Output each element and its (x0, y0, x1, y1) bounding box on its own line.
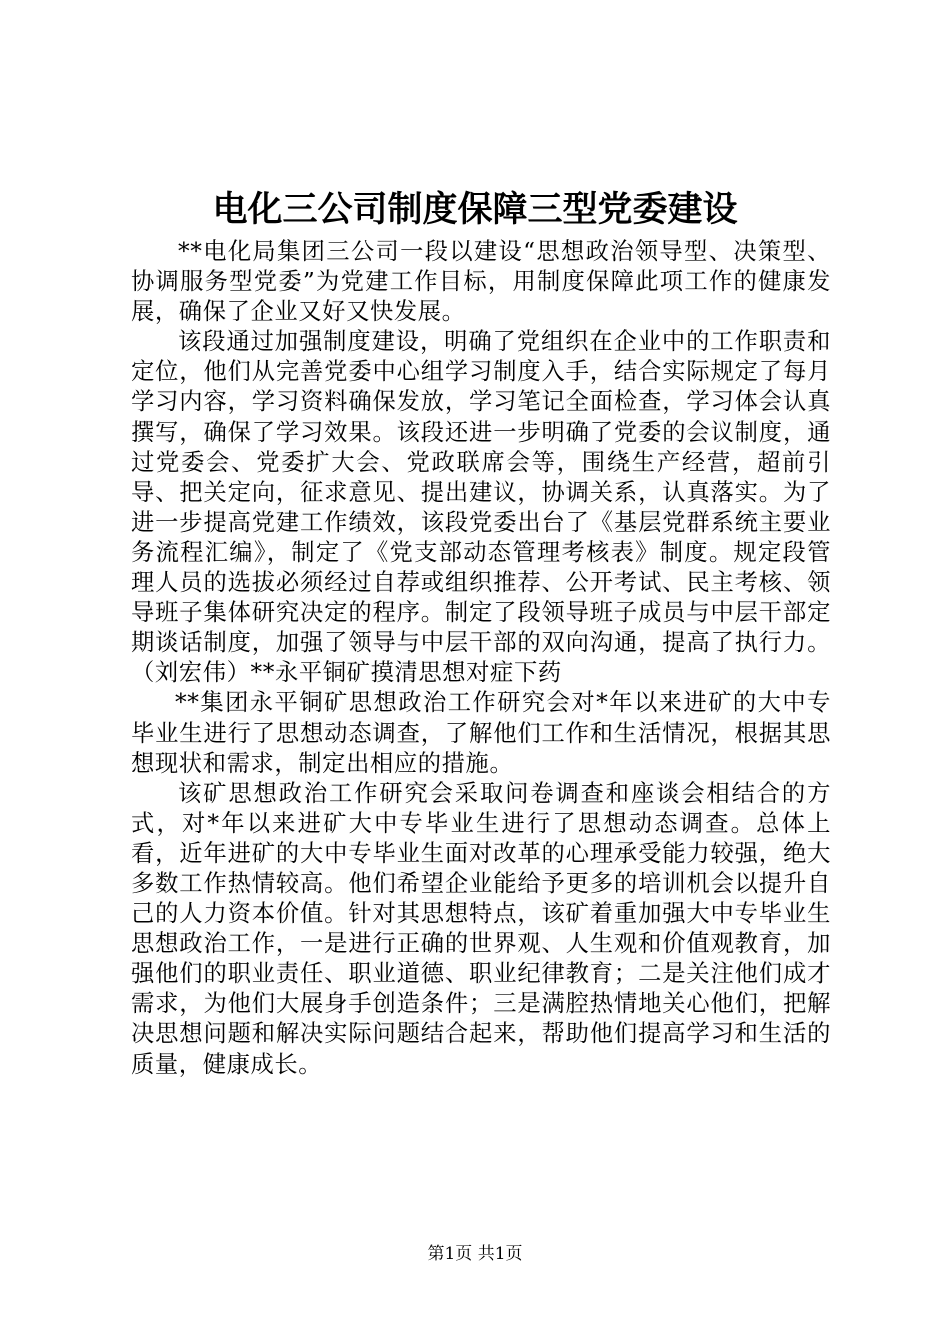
paragraph-intro: **电化局集团三公司一段以建设“思想政治领导型、决策型、协调服务型党委”为党建工作目标，用制度保障此项工作的健康发展，确保了企业又好又快发展。 (131, 238, 831, 326)
document-body (131, 237, 831, 1080)
paragraph-copper-mine-intro: **集团永平铜矿思想政治工作研究会对*年以来进矿的大中专毕业生进行了思想动态调查，了解他们工作和生活情况，根据其思想现状和需求，制定出相应的措施。 (131, 689, 831, 777)
paragraph-copper-mine-survey: 该矿思想政治工作研究会采取问卷调查和座谈会相结合的方式，对*年以来进矿大中专毕业生进行了思想动态调查。总体上看，近年进矿的大中专毕业生面对改革的心理承受能力较强，绝大多数工作热情较高。他们希望企业能给予更多的培训机会以提升自己的人力资本价值。针对其思想特点，该矿着重加强大中专毕业生思想政治工作，一是进行正确的世界观、人生观和价值观教育，加强他们的职业责任、职业道德、职业纪律教育；二是关注他们成才需求，为他们大展身手创造条件；三是满腔热情地关心他们，把解决思想问题和解决实际问题结合起来，帮助他们提高学习和生活的质量，健康成长。 (131, 779, 831, 1078)
page-footer: 第1页 共1页 (427, 1244, 523, 1264)
page-title: 电化三公司制度保障三型党委建设 (212, 190, 738, 230)
paragraph-system-building: 该段通过加强制度建设，明确了党组织在企业中的工作职责和定位，他们从完善党委中心组学习制度入手，结合实际规定了每月学习内容，学习资料确保发放，学习笔记全面检查，学习体会认真撰写，确保了学习效果。该段还进一步明确了党委的会议制度，通过党委会、党委扩大会、党政联席会等，围绕生产经营，超前引导、把关定向，征求意见、提出建议，协调关系，认真落实。为了进一步提高党建工作绩效，该段党委出台了《基层党群系统主要业务流程汇编》，制定了《党支部动态管理考核表》制度。规定段管理人员的选拔必须经过自荐或组织推荐、公开考试、民主考核、领导班子集体研究决定的程序。制定了段领导班子成员与中层干部定期谈话制度，加强了领导与中层干部的双向沟通，提高了执行力。（刘宏伟）**永平铜矿摸清思想对症下药 (131, 328, 831, 687)
